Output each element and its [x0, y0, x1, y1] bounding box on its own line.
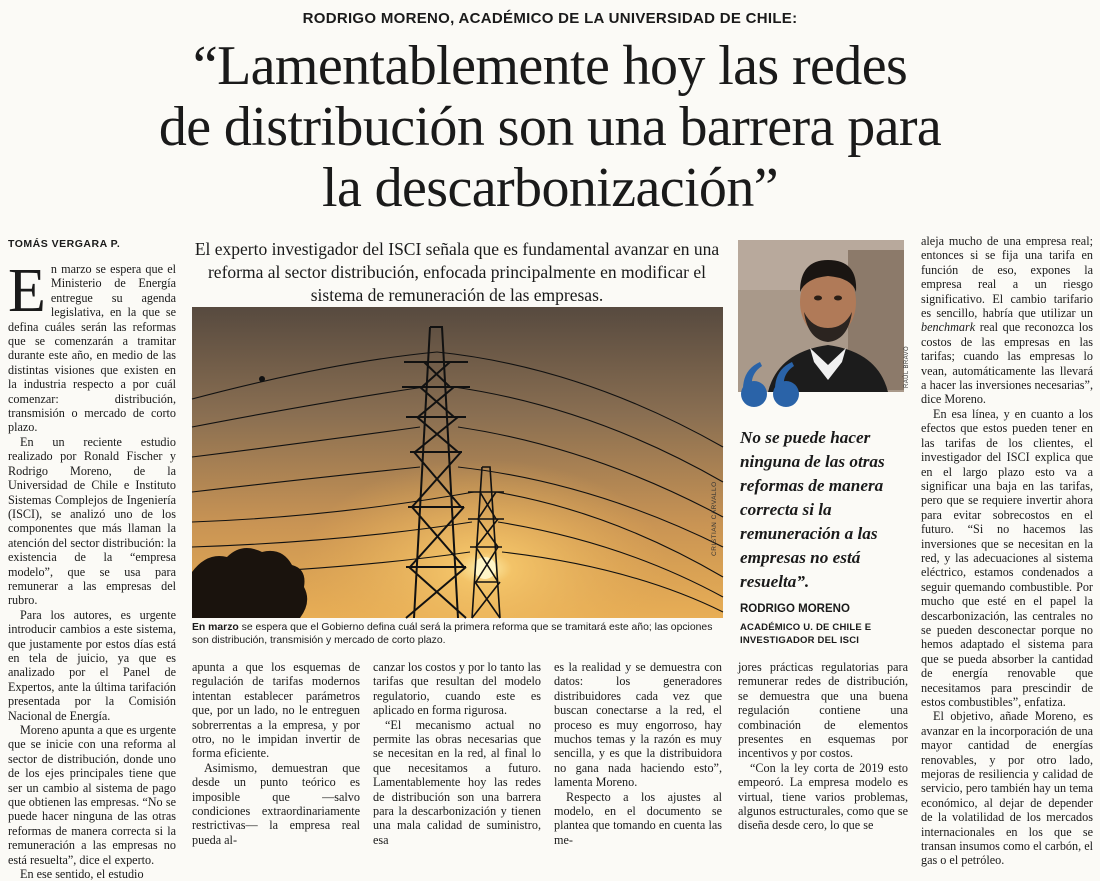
body-paragraph: “Con la ley corta de 2019 esto empeoró. La empresa modelo es virtual, tiene varios problemas, algunos estructurales, como que se diseña desde cero, lo que se — [738, 760, 908, 833]
pull-quote-name: RODRIGO MORENO — [740, 603, 850, 615]
body-paragraph: En ese sentido, el estudio — [20, 867, 144, 881]
body-paragraph: En un reciente estudio realizado por Ronald Fischer y Rodrigo Moreno, de la Universidad de Chile e Instituto Sistemas Complejos de Ingeniería (ISCI), se analizó uno de los componentes que más llaman la atención del sector distribución: la existencia de la “empresa modelo”, que se usa para remunerar a las empresas del rubro. — [8, 434, 176, 608]
body-paragraph: El objetivo, añade Moreno, es avanzar en la incorporación de una mayor cantidad de energías renovables, y por otro lado, mejoras de resiliencia y calidad de servicio, pero también hay un tema económico, al dejar de depender de la volatilidad de los mercados internacionales en los que se transan insumos como el carbón, el gas o el petróleo. — [921, 709, 1093, 868]
body-paragraph: Para los autores, es urgente introducir cambios a este sistema, que justamente por estos días está en tela de juicio, ya que es analizado por el Panel de Expertos, ante la última tarifación presentada por la Comisión Nacional de Energía. — [8, 607, 176, 723]
body-paragraph: “El mecanismo actual no permite las obras necesarias que se necesitan en la red, al final lo que necesitamos a futuro. Lamentablemente hoy las redes de distribución son una barrera para la descarbonización y tienen una mala calidad de suministro, esa — [373, 717, 541, 847]
italic-term: benchmark — [921, 320, 976, 335]
body-paragraph: En marzo se espera que el Ministerio de Energía entregue su agenda legislativa, en la que se defina cuáles serán las reformas que se comenzarán a tramitar durante este año, en medio de las distintas visiones que existen en la industria respecto a por cuál comenzar: distribución, transmisión o mercado de corto plazo. — [8, 257, 176, 435]
body-column-2 — [192, 660, 360, 847]
drop-cap: E — [8, 257, 46, 325]
power-tower-sunset-image — [192, 307, 723, 618]
body-column-5 — [738, 660, 908, 832]
body-paragraph: aleja mucho de una empresa real; entonces si se fija una tarifa en función de eso, expones la empresa real a un riesgo significativo. El cambio tarifario es sencillo, habría que utilizar un benchmark real que reconozca los costos de las empresas en las tarifas; cuando las empresas lo vean, automáticamente las llevará a hacer las inversiones necesarias”, dice Moreno. — [921, 234, 1093, 407]
photo-credit: CRISTIAN CARVALLO — [711, 481, 718, 556]
headline-line-1: “Lamentablemente hoy las redes — [192, 35, 908, 97]
body-column-1 — [8, 257, 176, 881]
body-paragraph: Respecto a los ajustes al modelo, en el documento se plantea que tomando en cuenta las me- — [554, 789, 722, 847]
body-column-3 — [373, 660, 541, 847]
caption-text: se espera que el Gobierno defina cuál será la primera reforma que se tramitará este año; las opciones son distribución, transmisión y mercado de corto plazo. — [192, 622, 713, 647]
headline — [40, 36, 1060, 219]
body-paragraph: Moreno apunta a que es urgente que se inicie con una reforma al sector de distribución, donde uno de los ejes principales tiene que ser un cambio al sistema de pago que obtienen las empresas. “No se puede hacer ninguna de las otras reformas de manera correcta si la remuneración a las empresas no está resuelta”, dice el experto. — [8, 723, 176, 867]
body-column-6 — [921, 234, 1093, 868]
headline-line-3: la descarbonización” — [322, 157, 778, 219]
body-paragraph: apunta a que los esquemas de regulación de tarifas modernos intentan establecer parámetros que, por un lado, no le entreguen sobrerrentas a la empresa, y por otro, no le impidan invertir de forma eficiente. — [192, 660, 360, 761]
body-paragraph: Asimismo, demuestran que desde un punto teórico es imposible que —salvo condiciones extraordinariamente restrictivas— la empresa real pueda al- — [192, 760, 360, 847]
portrait-credit: RAÚL BRAVO — [904, 345, 910, 388]
quotation-mark-icon — [736, 352, 806, 422]
caption-lead: En marzo — [192, 622, 239, 633]
pull-quote-title: ACADÉMICO U. DE CHILE E INVESTIGADOR DEL ISCI — [740, 622, 872, 646]
main-photo — [192, 307, 723, 618]
lead-paragraph: El experto investigador del ISCI señala que es fundamental avanzar en una reforma al sector distribución, enfocada principalmente en modificar el sistema de remuneración de las empresas. — [194, 239, 720, 305]
body-column-4 — [554, 660, 722, 847]
pull-quote: No se puede hacer ninguna de las otras reformas de manera correcta si la remuneración a las empresas no está resuelta”. — [740, 428, 885, 591]
body-paragraph: canzar los costos y por lo tanto las tarifas que resultan del modelo regulatorio, cuando este es aplicado en forma rigurosa. — [373, 660, 541, 718]
byline: TOMÁS VERGARA P. — [8, 238, 121, 250]
body-paragraph: En esa línea, y en cuanto a los efectos que estos pueden tener en las tarifas de los clientes, el investigador del ISCI explica que en el largo plazo esto va a significar una baja en las tarifas, pero que se requiere invertir ahora para evitar sobrecostos en el futuro. “Si no hacemos las inversiones que se necesitan en la red, y las adecuaciones al sistema eléctrico, estamos condenados a seguir quemando combustible. Por mucho que esté en el papel la descarbonización, las centrales no se pueden desconectar porque no hemos adaptado el sistema para que se pueda absorber la cantidad de energía renovable que necesitamos para prescindir de estos combustibles”, enfatiza. — [921, 406, 1093, 709]
kicker: RODRIGO MORENO, ACADÉMICO DE LA UNIVERSIDAD DE CHILE: — [302, 10, 798, 27]
photo-caption — [192, 621, 723, 648]
body-paragraph: es la realidad y se demuestra con datos: los generadores distribuidores cada vez que buscan conectarse a la red, el proceso es muy engorroso, hay muchos temas y la razón es muy sencilla, y es que la distribuidora no gana nada haciendo esto”, lamenta Moreno. — [554, 660, 722, 790]
headline-line-2: de distribución son una barrera para — [158, 96, 942, 158]
body-paragraph: jores prácticas regulatorias para remunerar redes de distribución, se demuestra que una buena regulación contiene una combinación de elementos presentes en esquemas por incentivos y por costos. — [738, 660, 908, 761]
